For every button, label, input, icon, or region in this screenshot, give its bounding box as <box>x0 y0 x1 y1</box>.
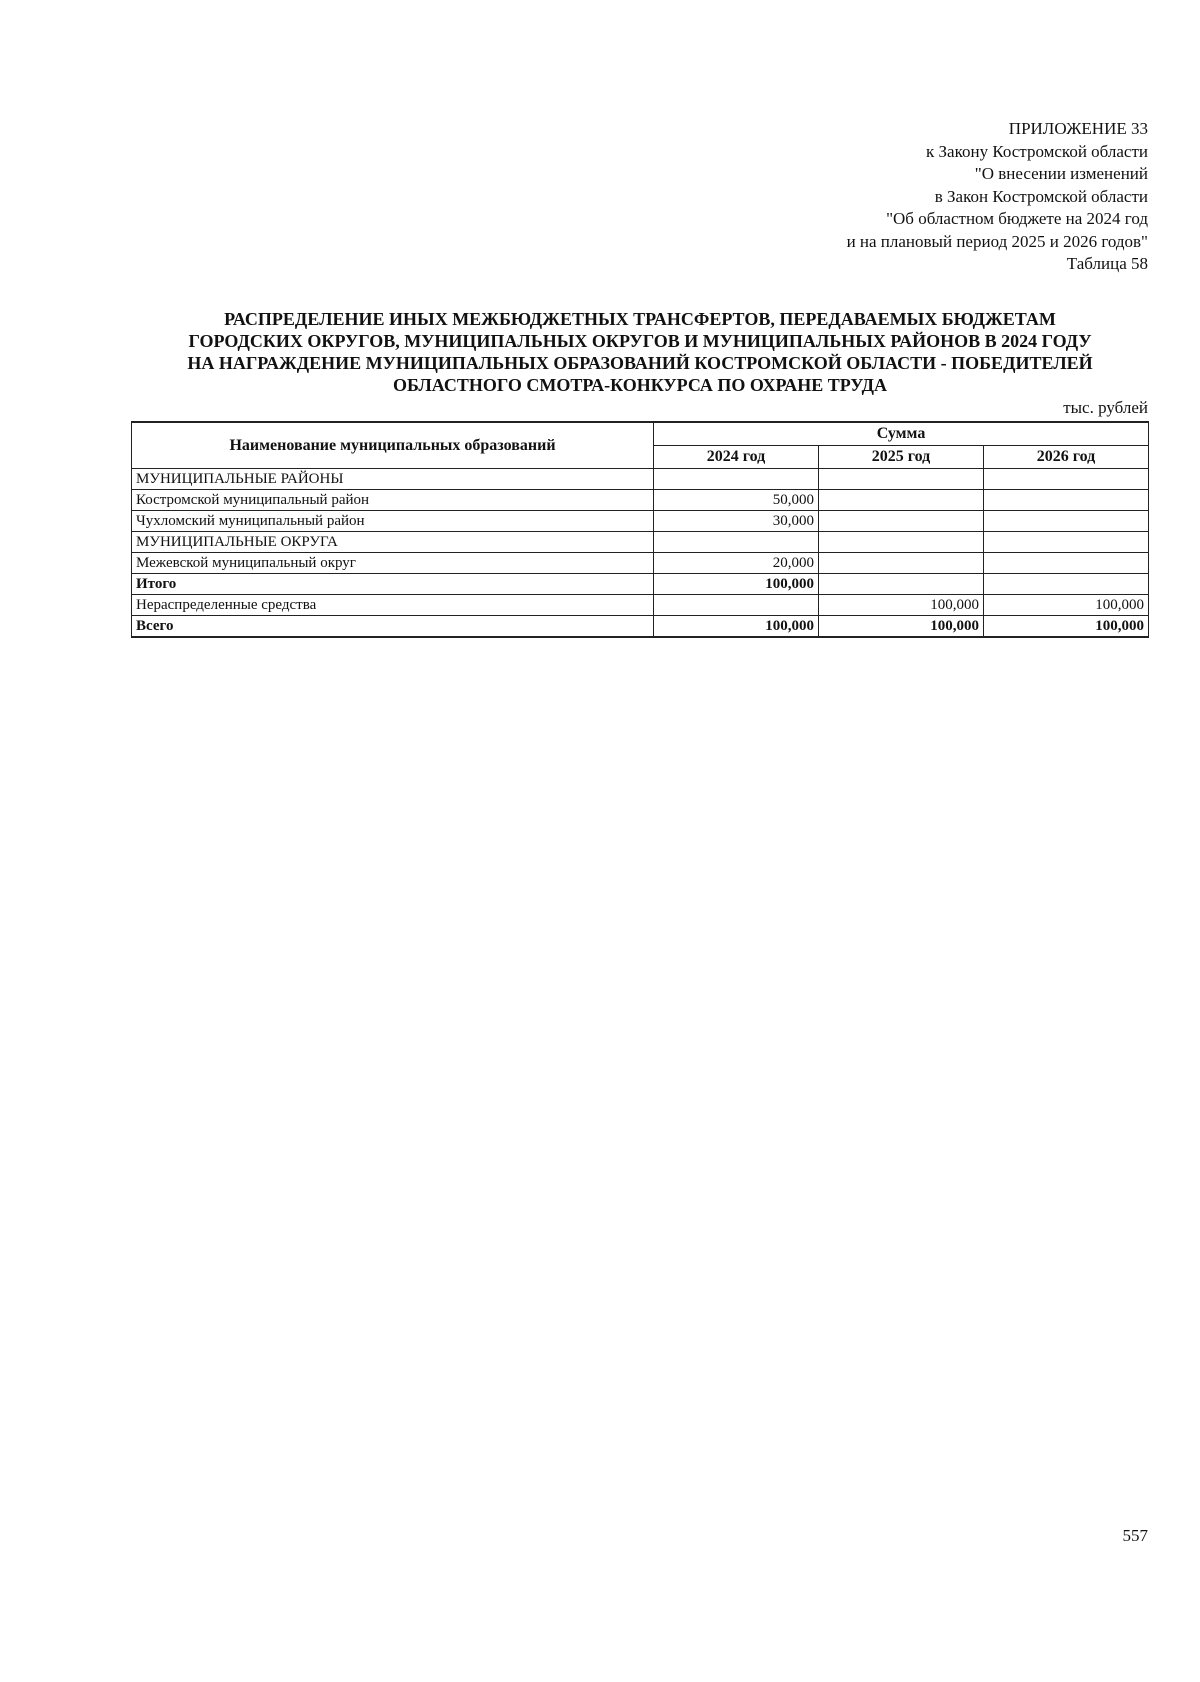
sum-column-header: Сумма <box>654 422 1149 446</box>
row-value-2025 <box>819 532 984 553</box>
appendix-line: в Закон Костромской области <box>934 186 1148 206</box>
table-row-subtotal <box>132 574 1149 595</box>
appendix-line: "О внесении изменений <box>974 164 1148 183</box>
table-row-section <box>132 469 1149 490</box>
row-value-2026 <box>984 490 1149 511</box>
row-value-2024 <box>654 595 819 616</box>
document-title <box>120 308 1160 396</box>
units-label: тыс. рублей <box>1063 398 1148 417</box>
table-row <box>132 490 1149 511</box>
row-value-2025 <box>819 574 984 595</box>
row-name: Итого <box>132 574 654 595</box>
row-value-2026 <box>984 511 1149 532</box>
title-line: ОБЛАСТНОГО СМОТРА-КОНКУРСА ПО ОХРАНЕ ТРУДА <box>392 375 888 395</box>
row-name: Костромской муниципальный район <box>132 490 654 511</box>
appendix-line: к Закону Костромской области <box>926 141 1148 161</box>
title-line: РАСПРЕДЕЛЕНИЕ ИНЫХ МЕЖБЮДЖЕТНЫХ ТРАНСФЕРТОВ, ПЕРЕДАВАЕМЫХ БЮДЖЕТАМ <box>224 309 1056 329</box>
title-line: НА НАГРАЖДЕНИЕ МУНИЦИПАЛЬНЫХ ОБРАЗОВАНИЙ КОСТРОМСКОЙ ОБЛАСТИ - ПОБЕДИТЕЛЕЙ <box>187 353 1093 373</box>
table-number: Таблица 58 <box>1066 254 1148 273</box>
page-number: 557 <box>1122 1526 1148 1545</box>
name-column-header: Наименование муниципальных образований <box>132 422 654 469</box>
row-name: Всего <box>132 616 654 638</box>
row-value-2026 <box>984 469 1149 490</box>
table-row <box>132 553 1149 574</box>
title-line: ГОРОДСКИХ ОКРУГОВ, МУНИЦИПАЛЬНЫХ ОКРУГОВ И МУНИЦИПАЛЬНЫХ РАЙОНОВ В 2024 ГОДУ <box>188 331 1092 351</box>
row-value-2025 <box>819 469 984 490</box>
appendix-line: ПРИЛОЖЕНИЕ 33 <box>1008 119 1148 138</box>
appendix-line: и на плановый период 2025 и 2026 годов" <box>846 231 1148 251</box>
year-header-2026: 2026 год <box>984 446 1149 469</box>
distribution-table <box>131 421 1149 638</box>
appendix-header <box>628 118 1148 276</box>
year-header-2025: 2025 год <box>819 446 984 469</box>
row-value-2025: 100,000 <box>819 595 984 616</box>
row-name: Нераспределенные средства <box>132 595 654 616</box>
row-value-2025: 100,000 <box>819 616 984 638</box>
row-name: МУНИЦИПАЛЬНЫЕ РАЙОНЫ <box>132 469 654 490</box>
row-value-2026 <box>984 553 1149 574</box>
row-value-2024: 20,000 <box>654 553 819 574</box>
row-name: Межевской муниципальный округ <box>132 553 654 574</box>
table-row <box>132 511 1149 532</box>
year-header-2024: 2024 год <box>654 446 819 469</box>
row-value-2024 <box>654 532 819 553</box>
row-value-2024: 100,000 <box>654 574 819 595</box>
row-value-2024: 30,000 <box>654 511 819 532</box>
row-value-2026: 100,000 <box>984 616 1149 638</box>
row-value-2026 <box>984 532 1149 553</box>
row-value-2024: 100,000 <box>654 616 819 638</box>
row-value-2026: 100,000 <box>984 595 1149 616</box>
table-row-section <box>132 532 1149 553</box>
row-name: МУНИЦИПАЛЬНЫЕ ОКРУГА <box>132 532 654 553</box>
table-row-total <box>132 616 1149 638</box>
row-value-2025 <box>819 490 984 511</box>
appendix-line: "Об областном бюджете на 2024 год <box>886 209 1148 228</box>
row-value-2024 <box>654 469 819 490</box>
row-value-2025 <box>819 553 984 574</box>
row-value-2025 <box>819 511 984 532</box>
table-row <box>132 595 1149 616</box>
table-header-row <box>132 422 1149 446</box>
row-value-2026 <box>984 574 1149 595</box>
row-value-2024: 50,000 <box>654 490 819 511</box>
row-name: Чухломский муниципальный район <box>132 511 654 532</box>
